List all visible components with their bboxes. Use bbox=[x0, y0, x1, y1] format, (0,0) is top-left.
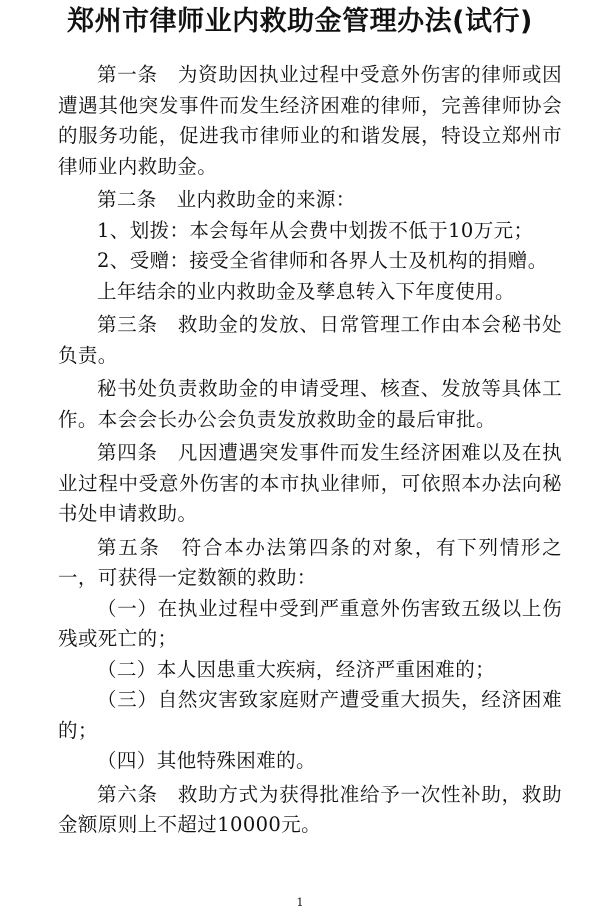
list-item-1: （一）在执业过程中受到严重意外伤害致五级以上伤残或死亡的； bbox=[58, 596, 562, 650]
paragraph-article-3: 第三条 救助金的发放、日常管理工作由本会秘书处负责。 bbox=[58, 313, 562, 367]
document-title: 郑州市律师业内救助金管理办法(试行) bbox=[67, 6, 533, 37]
paragraph-secretariat: 秘书处负责救助金的申请受理、核查、发放等具体工作。本会会长办公会负责发放救助金的最后审批。 bbox=[58, 377, 562, 431]
list-item-4: （四）其他特殊困难的。 bbox=[97, 749, 316, 772]
paragraph-source-donation: 2、受赠：接受全省律师和各界人士及机构的捐赠。 bbox=[97, 249, 548, 272]
paragraph-article-6: 第六条 救助方式为获得批准给予一次性补助，救助金额原则上不超过10000元。 bbox=[58, 782, 562, 836]
paragraph-article-2: 第二条 业内救助金的来源： bbox=[97, 188, 356, 211]
paragraph-article-5: 第五条 符合本办法第四条的对象，有下列情形之一，可获得一定数额的救助： bbox=[58, 535, 562, 589]
document-body bbox=[58, 60, 562, 841]
paragraph-source-allocation: 1、划拨：本会每年从会费中划拨不低于10万元； bbox=[97, 218, 534, 242]
paragraph-article-1: 第一条 为资助因执业过程中受意外伤害的律师或因遭遇其他突发事件而发生经济困难的律师，完善律师协会的服务功能，促进我市律师业的和谐发展，特设立郑州市律师业内救助金。 bbox=[58, 63, 562, 178]
paragraph-carryover: 上年结余的业内救助金及孳息转入下年度使用。 bbox=[97, 279, 515, 303]
paragraph-article-4: 第四条 凡因遭遇突发事件而发生经济困难以及在执业过程中受意外伤害的本市执业律师，可依照本办法向秘书处申请救助。 bbox=[58, 441, 562, 525]
list-item-3: （三）自然灾害致家庭财产遭受重大损失，经济困难的； bbox=[58, 688, 562, 742]
page-number: 1 bbox=[296, 896, 304, 909]
list-item-2: （二）本人因患重大疾病，经济严重困难的； bbox=[97, 657, 496, 681]
